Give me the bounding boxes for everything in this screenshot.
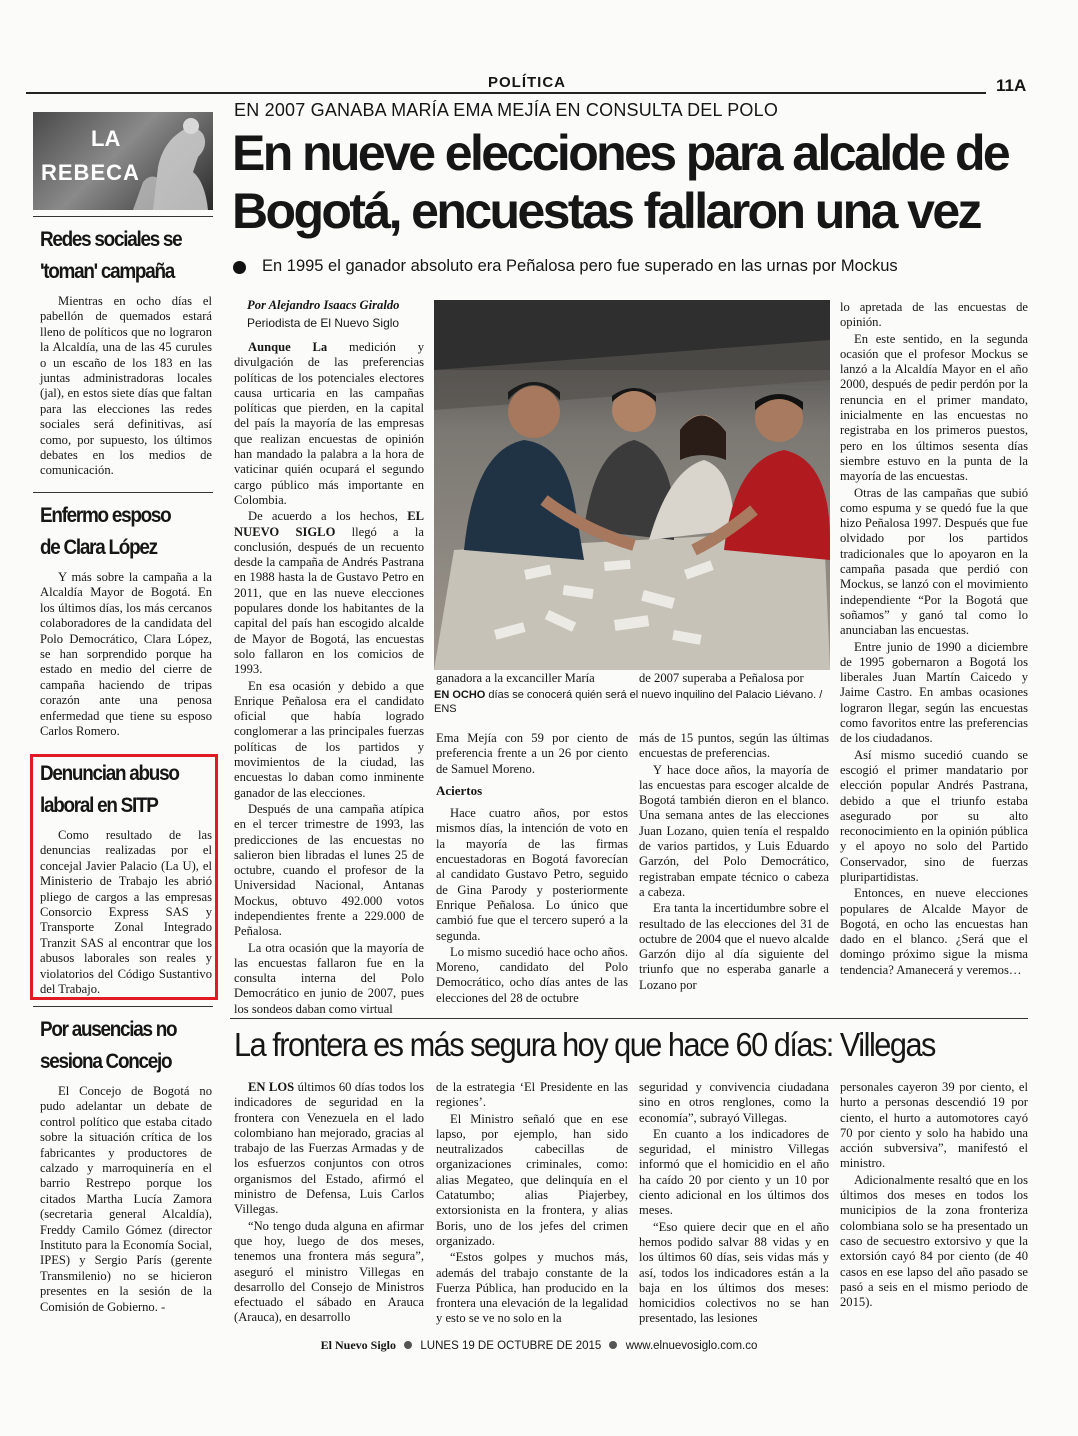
article2-headline: La frontera es más segura hoy que hace 60 días: Villegas — [234, 1026, 935, 1063]
photo-caption — [434, 688, 830, 716]
sidebar-item-title: Enfermo esposo — [40, 504, 171, 527]
sidebar-item-title: Redes sociales se — [40, 228, 182, 251]
article-headline — [232, 124, 1032, 240]
footer-brand: El Nuevo Siglo — [320, 1338, 396, 1352]
article1-column-3 — [639, 671, 829, 687]
paragraph: En cuanto a los indicadores de seguridad, el ministro Villegas informó que el homicidio en el año ha caído 20 por ciento y un 10 por ciento adicional en los últimos dos meses. — [639, 1126, 829, 1218]
sidebar-logo — [33, 112, 213, 210]
article1-column-2 — [436, 671, 628, 687]
section-label: POLÍTICA — [488, 74, 566, 91]
subheading: Aciertos — [436, 782, 483, 798]
article1-column-1 — [234, 340, 424, 1018]
paragraph: personales cayeron 39 por ciento, el hurto a personas descendió 19 por ciento, el hurto a automotores cayó 70 por ciento y solo ha habido una acción subversiva”, manifestó el ministro. — [840, 1080, 1028, 1171]
paragraph: EN LOS últimos 60 días todos los indicadores de seguridad en la frontera con Venezuela en el lado colombiano han mejorado, gracias al trabajo de las Fuerzas Armadas y de los esfuerzos conjuntos con otros organismos del Estado, afirmó el ministro de Defensa, Luis Carlos Villegas. — [234, 1080, 425, 1217]
sidebar-divider — [33, 1006, 213, 1007]
paragraph: Era tanta la incertidumbre sobre el resultado de las elecciones del 31 de octubre de 2004 que el nuevo alcalde Garzón dijo al día siguiente del triunfo que no esperaba ganarle a Lozano por — [639, 901, 829, 992]
sidebar-item — [40, 758, 212, 997]
sidebar-item-text: Como resultado de las denuncias realizadas por el concejal Javier Palacio (La U), el Ministerio de Trabajo les abrió pliego de cargos a las empresas Consorcio Express SAS y Transporte Zonal Integrado Tranzit SAS al encontrar que los abusos laborales son reales y violatorios del Código Sustantivo del Trabajo. — [40, 828, 212, 997]
footer-bullet-icon — [404, 1341, 412, 1349]
page-number: 11A — [996, 76, 1027, 95]
sidebar-item-title: 'toman' campaña — [40, 260, 174, 283]
paragraph: Después de una campaña atípica en el tercer trimestre de 1993, las predicciones de las encuestas no salieron bien libradas el lunes 25 de octubre, cuando el profesor de la Universidad Nacional, Antanas Mockus, obtuvo 492.000 votos independientes frente a 229.000 de Peñalosa. — [234, 801, 424, 939]
paragraph: El Ministro señaló que en ese lapso, por ejemplo, han sido neutralizados cabecillas de organizaciones criminales, como: alias Megateo, que delinquía en el Catatumbo; alias Piajerbey, extorsionista en la frontera, y alias Boris, uno de los jefes del crimen organizado. — [436, 1111, 628, 1248]
paragraph: Entonces, en nueve elecciones populares de Alcalde Mayor de Bogotá, en ocho las encuestas han dado en el blanco. ¿Será que el domingo próximo sigue la misma tendencia? Amanecerá y veremos… — [840, 886, 1028, 977]
sidebar-item-title: Denuncian abuso — [40, 762, 179, 785]
paragraph: “No tengo duda alguna en afirmar que hoy, luego de dos meses, tenemos una frontera más segura”, aseguró el ministro Villegas en desarrollo del Consejo de Ministros efectuado el sábado en Arauca (Arauca), en desarrollo — [234, 1218, 424, 1325]
sidebar-item — [40, 224, 212, 479]
article-deck: En 1995 el ganador absoluto era Peñalosa pero fue superado en las urnas por Mockus — [262, 257, 898, 275]
logo-text-la: LA — [91, 126, 121, 151]
article2-column-4 — [840, 1080, 1028, 1311]
photo-caption-lead: EN OCHO — [434, 689, 486, 701]
article1-column-4 — [840, 300, 1028, 979]
photo-caption-text: días se conocerá quién será el nuevo inquilino del Palacio Liévano. / ENS — [434, 689, 823, 715]
article2-top-rule — [230, 1018, 1028, 1019]
paragraph: más de 15 puntos, según las últimas encuestas de preferencias. — [639, 731, 829, 761]
article1-column-2-body — [436, 731, 628, 1007]
article1-column-3-body — [639, 731, 829, 994]
footer — [0, 1338, 1078, 1353]
sidebar-divider — [33, 216, 213, 217]
paragraph: Y hace doce años, la mayoría de las encuestas para escoger alcalde de Bogotá también dieron en el blanco. Una semana antes de las elecciones Juan Lozano, quien tenía el respaldo de varios partidos, y Luis Eduardo Garzón, del Polo Democrático, registraban empate técnico o cabeza a cabeza. — [639, 762, 829, 899]
sidebar-item-text: Y más sobre la campaña a la Alcaldía Mayor de Bogotá. En los últimos días, los más cercanos colaboradores de la candidata del Polo Democrático, Clara López, se han sorprendido porque ha estado en medio del cierre de campaña haciendo de tripas corazón ante una penosa enfermedad que tiene su esposo Carlos Romero. — [40, 570, 212, 739]
article-kicker: EN 2007 GANABA MARÍA EMA MEJÍA EN CONSULTA DEL POLO — [234, 100, 779, 120]
footer-bullet-icon — [609, 1341, 617, 1349]
deck-bullet-icon — [233, 261, 246, 274]
paragraph: En este sentido, en la segunda ocasión que el profesor Mockus se lanzó a la Alcaldía Mayor en el año 2000, después de pedir perdón por la renuncia en el primer mandato, inicialmente en las encuestas no registraba en los primeros puestos, pero en los últimos sesenta días siembre estuvo en la punta de la mayoría de las encuestas. — [840, 331, 1028, 484]
paragraph: ganadora a la excanciller María — [436, 671, 595, 685]
sidebar-item-title: Por ausencias no — [40, 1018, 177, 1041]
paragraph: Otras de las campañas que subió como espuma y se quedó fue la que hizo Peñalosa 1997. Después que fue olvidado por los partidos tradicionales que lo apoyaron en la campaña pasada que perdió con Mockus, se lanzó con el movimiento independiente “Por la Bogotá que soñamos” y ganó tal como lo anunciaban las encuestas. — [840, 485, 1028, 638]
sidebar-item-title: de Clara López — [40, 536, 157, 559]
paragraph: de la estrategia ‘El Presidente en las regiones’. — [436, 1080, 628, 1110]
article2-column-3 — [639, 1080, 829, 1328]
paragraph: Lo mismo sucedió hace ocho años. Moreno, candidato del Polo Democrático, ocho días antes de las elecciones del 28 de octubre — [436, 944, 628, 1005]
sidebar-item-text: El Concejo de Bogotá no pudo adelantar un debate de control político que estaba citado sobre la situación crítica de los fabricantes y productores de calzado y marroquinería en el barrio Restrepo porque los citados Martha Lucía Zamora (secretaria general Alcaldía), Freddy Camilo Gómez (director Instituto para la Economía Social, IPES) y Sergio París (gerente Transmilenio) no se hicieron presentes en la sesión de la Comisión de Gobierno. - — [40, 1084, 212, 1314]
byline: Por Alejandro Isaacs Giraldo — [247, 298, 400, 312]
article2-column-2 — [436, 1080, 628, 1328]
paragraph: “Estos golpes y muchos más, además del trabajo constante de la Fuerza Pública, han producido en la frontera una elevación de la legalidad y esto se ve no solo en la — [436, 1250, 628, 1326]
paragraph: En esa ocasión y debido a que Enrique Peñalosa era el candidato oficial que había logrado conglomerar a las principales fuerzas políticas de los partidos y movimientos de la ciudad, las encuestas lo daban como inminente ganador de las elecciones. — [234, 678, 424, 800]
paragraph: de 2007 superaba a Peñalosa por — [639, 671, 804, 685]
byline-role: Periodista de El Nuevo Siglo — [247, 316, 400, 330]
footer-date: LUNES 19 DE OCTUBRE DE 2015 — [420, 1340, 602, 1352]
paragraph: De acuerdo a los hechos, EL NUEVO SIGLO llegó a la conclusión, después de un recuento desde la campaña de Andrés Pastrana en 1988 hasta la de Gustavo Petro en 2011, que en las nueve elecciones populares donde los habitantes de la capital del país han escogido alcalde de Mayor de Bogotá, las encuestas solo fallaron en los comicios de 1993. — [234, 509, 424, 677]
paragraph: Ema Mejía con 59 por ciento de preferencia frente a un 26 por ciento de Samuel Moreno. — [436, 731, 628, 776]
paragraph: lo apretada de las encuestas de opinión. — [840, 300, 1028, 330]
header-rule — [26, 92, 986, 94]
paragraph: Entre junio de 1990 a diciembre de 1995 gobernaron a Bogotá los liberales Juan Martín Caicedo y Jaime Castro. En ambas ocasiones lograron llegar, según las encuestas como favoritos entre las preferencias de los ciudadanos. — [840, 639, 1028, 746]
article2-column-1 — [234, 1080, 424, 1327]
sidebar-item-title: laboral en SITP — [40, 794, 158, 817]
footer-website: www.elnuevosiglo.com.co — [625, 1340, 758, 1352]
paragraph: Adicionalmente resaltó que en los últimos dos meses en todos los municipios de la zona fronteriza colombiana solo se ha presentado un caso de secuestro extorsivo y que la extorsión cayó 84 por ciento (de 40 casos en ese lapso del año pasado se pasó a seis en el mismo periodo de 2015). — [840, 1172, 1028, 1310]
paragraph: La otra ocasión que la mayoría de las encuestas fallaron fue en la consulta interna del Polo Democrático en junio de 2007, pues los sondeos daban como virtual — [234, 940, 424, 1016]
news-photo — [434, 300, 830, 670]
sidebar-item-text: Mientras en ocho días el pabellón de quemados estará lleno de políticos que no lograron la Alcaldía, una de las 45 curules o un escaño de los 183 en las juntas administradoras locales (jal), en estos siete días que faltan para las elecciones las redes sociales será definitivas, así como, por supuesto, los últimos debates en los medios de comunicación. — [40, 294, 212, 478]
headline-line-2: Bogotá, encuestas fallaron una vez — [232, 183, 980, 239]
paragraph: “Eso quiere decir que en el año hemos podido salvar 88 vidas y en los últimos 60 días, seis vidas más y así, todos los indicadores están a la baja en los últimos dos meses: homicidios colectivos no se han presentado, las lesiones — [639, 1219, 829, 1326]
sidebar-item — [40, 500, 212, 739]
voting-count-photo-icon — [434, 300, 830, 670]
sidebar-item-title: sesiona Concejo — [40, 1050, 172, 1073]
sidebar-divider — [33, 492, 213, 493]
paragraph: Así mismo sucedió cuando se escogió el primer mandatario por elección popular Andrés Pastrana, debido a que el triunfo estaba asegurado por su alto reconocimiento en la opinión pública y el apoyo no solo del Partido Conservador, sino de fuerzas pluripartidistas. — [840, 747, 1028, 884]
paragraph: Hace cuatro años, por estos mismos días, la intención de voto en la mayoría de las firmas encuestadoras en Bogotá favorecían al candidato Gustavo Petro, seguido de Gina Parody y posteriormente Enrique Peñalosa. Lo único que cambió fue que el tercero superó a la segunda. — [436, 806, 628, 943]
paragraph: Aunque La medición y divulgación de las preferencias políticas de los potenciales electores causa urticaria en las campañas políticas que pierden, en la capital del país la mayoría de las empresas que realizan encuestas de opinión han mandado la palabra a la hora de vaticinar quién ocupará el segundo cargo público más importante en Colombia. — [234, 340, 425, 507]
sidebar-item — [40, 1014, 212, 1315]
paragraph: seguridad y convivencia ciudadana sino en otros renglones, como la economía”, subrayó Villegas. — [639, 1080, 829, 1125]
headline-line-1: En nueve elecciones para alcalde de — [232, 125, 1009, 181]
logo-text-rebeca: REBECA — [41, 160, 140, 185]
